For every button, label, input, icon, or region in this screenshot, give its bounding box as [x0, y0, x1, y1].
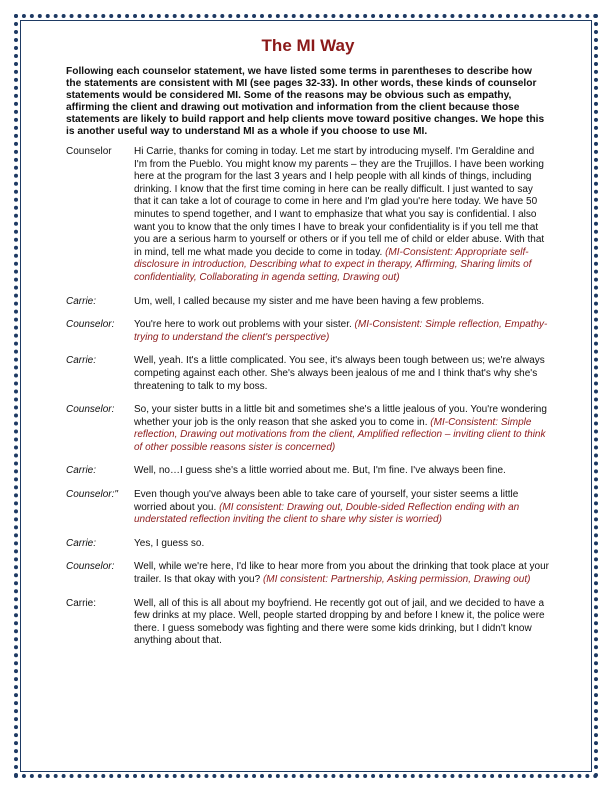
speaker-label: Carrie:: [66, 537, 97, 549]
dialogue-row: [66, 598, 550, 648]
speaker-label: Counselor: [66, 146, 112, 157]
utterance: [134, 489, 550, 527]
dialogue-row: [66, 355, 550, 393]
dialogue-row: [66, 146, 550, 285]
utterance: [134, 296, 550, 309]
utterance: [134, 561, 550, 586]
mi-note: (MI-Consistent: Simple reflection, Drawing out motivations from the client, Amplified reflection – inviting client to think of other possible reasons sister is concerned): [134, 416, 546, 453]
mi-note: (MI consistent: Drawing out, Double-sided Reflection ending with an understated reflection inviting the client to share why sister is worried): [134, 501, 520, 526]
utterance-text: Um, well, I called because my sister and me have been having a few problems.: [134, 295, 485, 307]
utterance-text: Hi Carrie, thanks for coming in today. Let me start by introducing myself. I'm Geraldine and I'm from the Pueblo. You might know my parents – they are the Trujillos. I have been working here at the program for the last 3 years and I help people with all kinds of things, including drinking. I know that the first time coming in here can be really difficult. I just wanted to say that it can take a lot of courage to come in here and I'm glad you're here today. We have 50 minutes to spend together, and I want to emphasize that what you say is confidential. I also want you to know that the only times I have to break your confidentiality is if you tell me that you are a serious harm to yourself or others or if you tell me of child or elder abuse. With that in mind, tell me what made you decide to come in today.: [134, 146, 545, 258]
page-title: The MI Way: [261, 36, 355, 55]
utterance: [134, 598, 550, 648]
dialogue-row: [66, 538, 550, 551]
document-body: [66, 36, 550, 659]
dialogue-row: [66, 319, 550, 344]
dialogue-row: [66, 561, 550, 586]
speaker-label: Carrie:: [66, 355, 97, 367]
utterance: [134, 355, 550, 393]
speaker-label: Carrie:: [66, 597, 97, 609]
utterance-text: Yes, I guess so.: [134, 537, 205, 549]
dialogue-row: [66, 296, 550, 309]
utterance-text: Well, while we're here, I'd like to hear more from you about the drinking that took place at your trailer. Is that okay with you?: [134, 561, 549, 586]
utterance: [134, 538, 550, 551]
dialogue-row: [66, 404, 550, 454]
mi-note: (MI consistent: Partnership, Asking permission, Drawing out): [262, 574, 531, 586]
speaker-label: Carrie:: [66, 295, 97, 307]
speaker-label: Counselor:: [66, 319, 115, 331]
utterance: [134, 146, 550, 285]
utterance: [134, 319, 550, 344]
utterance-text: Well, no…I guess she's a little worried about me. But, I'm fine. I've always been fine.: [134, 465, 506, 477]
utterance: [134, 404, 550, 454]
dialogue-row: [66, 465, 550, 478]
speaker-label: Carrie:: [66, 465, 97, 477]
mi-note: (MI-Consistent: Simple reflection, Empathy- trying to understand the client's perspective): [134, 319, 548, 343]
dialogue: [66, 146, 550, 648]
utterance-text: You're here to work out problems with your sister.: [134, 319, 352, 331]
mi-note: (MI-Consistent: Appropriate self-disclosure in introduction, Describing what to expect in therapy, Affirming, Sharing limits of confidentiality, Collaborating in agenda setting, Drawing out): [134, 246, 532, 283]
speaker-label: Counselor:: [66, 561, 115, 573]
speaker-label: Counselor:: [66, 404, 115, 416]
utterance-text: Well, yeah. It's a little complicated. You see, it's always been tough between us; we're always competing against each other. She's always been jealous of me and I think that's why she's threatening to talk to my boss.: [134, 355, 545, 392]
dialogue-row: [66, 489, 550, 527]
utterance-text: Well, all of this is all about my boyfriend. He recently got out of jail, and we decided to have a few drinks at my place. Well, people started dropping by and before I knew it, the police were there. I guess somebody was fighting and there were some kids drinking, but I didn't know anything about that.: [134, 597, 545, 647]
intro-paragraph: Following each counselor statement, we have listed some terms in parentheses to describe how the statements are consistent with MI (see pages 32-33). In other words, these kinds of counselor statements would be considered MI. Some of the reasons may be obvious such as empathy, affirming the client and drawing out motivation and information from the client because those statements are likely to build rapport and help clients move toward positive changes. We hope this is another useful way to understand MI as a whole if you choose to use MI.: [66, 66, 545, 137]
utterance: [134, 465, 550, 478]
utterance-text: So, your sister butts in a little bit and sometimes she's a little jealous of you. You're wondering whether your job is the only reason that she asked you to come in.: [134, 404, 547, 428]
speaker-label: Counselor:": [66, 489, 118, 501]
utterance-text: Even though you've always been able to take care of yourself, your sister seems a little worried about you.: [134, 489, 519, 513]
